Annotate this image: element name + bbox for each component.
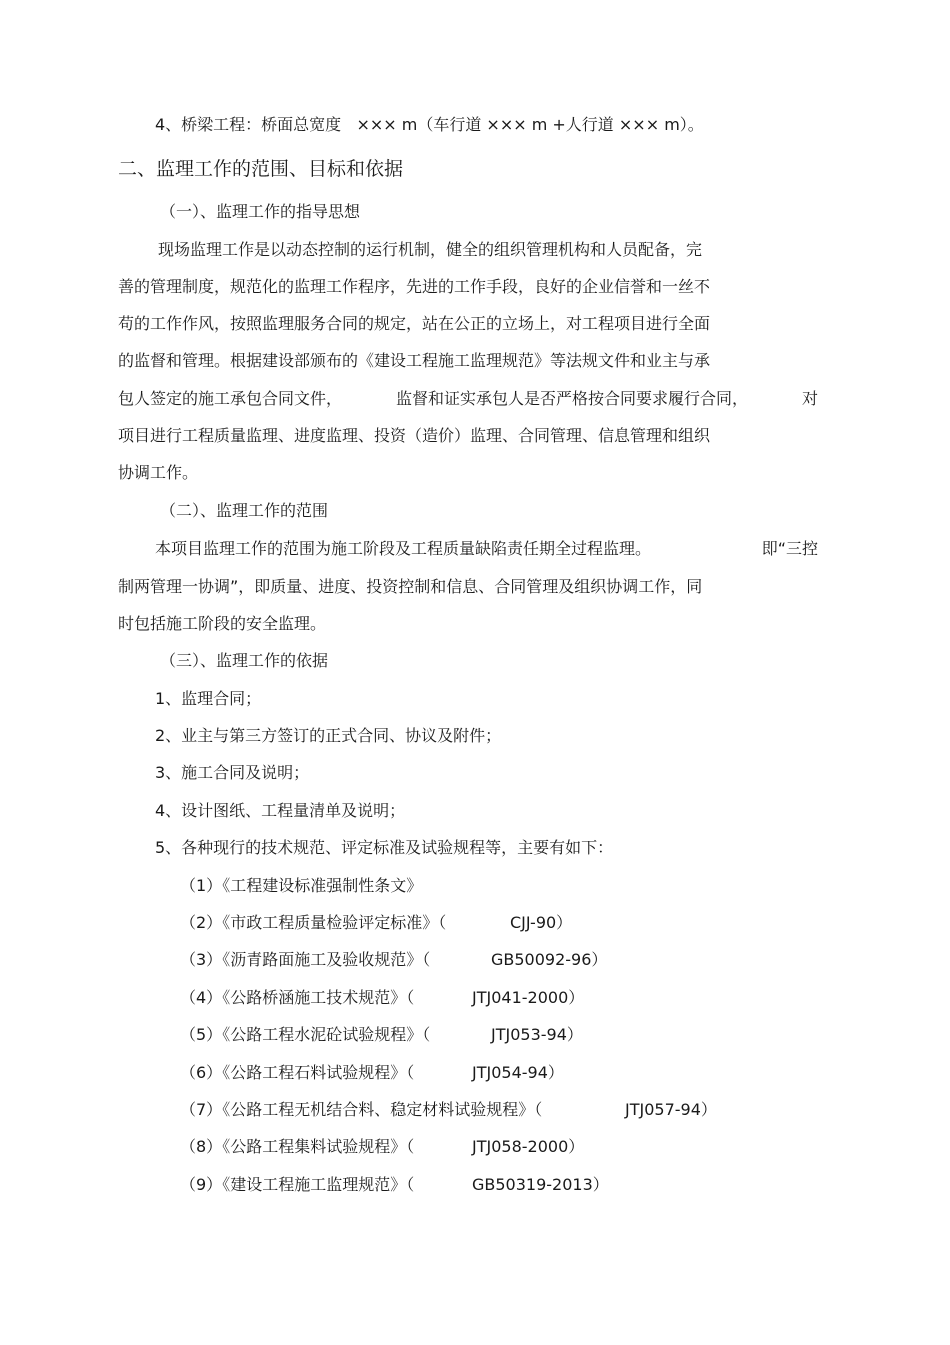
guiding-line-3: 苟的工作作风，按照监理服务合同的规定，站在公正的立场上，对工程项目进行全面 — [118, 314, 711, 333]
standard-4 — [180, 988, 585, 1008]
standard-1 — [180, 876, 422, 896]
basis-item-1: 1、监理合同； — [155, 689, 262, 708]
standard-8-title: 《公路工程集料试验规程》（ — [222, 1137, 415, 1156]
standard-2-num: （2） — [180, 913, 223, 932]
standard-3 — [180, 950, 608, 970]
standard-7-num: （7） — [180, 1100, 223, 1119]
guiding-line-2: 善的管理制度，规范化的监理工作程序，先进的工作手段，良好的企业信誉和一丝不 — [118, 277, 711, 296]
section-title: 二、监理工作的范围、目标和依据 — [118, 158, 404, 180]
bridge-line: 4、桥梁工程：桥面总宽度 ××× m（车行道 ××× m +人行道 ××× m）。 — [155, 115, 704, 134]
standard-4-title: 《公路桥涵施工技术规范》（ — [222, 988, 415, 1007]
basis-item-2: 2、业主与第三方签订的正式合同、协议及附件； — [155, 726, 502, 745]
guiding-heading: （一）、监理工作的指导思想 — [160, 202, 361, 221]
scope-heading: （二）、监理工作的范围 — [160, 501, 329, 520]
guiding-line-1: 现场监理工作是以动态控制的运行机制，健全的组织管理机构和人员配备，完 — [158, 240, 703, 259]
scope-line-1-part-2: 即“三控 — [761, 539, 818, 558]
standard-8-num: （8） — [180, 1137, 223, 1156]
standard-3-num: （3） — [180, 950, 223, 969]
basis-heading: （三）、监理工作的依据 — [160, 651, 329, 670]
standard-2 — [180, 913, 573, 933]
standard-5-code: JTJ053-94） — [491, 1025, 583, 1044]
standard-1-title: 《工程建设标准强制性条文》 — [222, 876, 423, 895]
guiding-line-7: 协调工作。 — [118, 463, 199, 482]
standard-2-title: 《市政工程质量检验评定标准》（ — [222, 913, 447, 932]
basis-item-4: 4、设计图纸、工程量清单及说明； — [155, 801, 406, 820]
standard-6-title: 《公路工程石料试验规程》（ — [222, 1063, 415, 1082]
standard-7-code: JTJ057-94） — [625, 1100, 717, 1119]
standard-3-title: 《沥青路面施工及验收规范》（ — [222, 950, 431, 969]
standard-9-code: GB50319-2013） — [472, 1175, 609, 1194]
guiding-line-5-part-2: 监督和证实承包人是否严格按合同要求履行合同， — [395, 389, 748, 408]
standard-5 — [180, 1025, 583, 1045]
standard-7-title: 《公路工程无机结合料、稳定材料试验规程》（ — [222, 1100, 543, 1119]
guiding-line-4: 的监督和管理。根据建设部颁布的《建设工程施工监理规范》等法规文件和业主与承 — [118, 351, 711, 370]
guiding-line-5 — [118, 389, 818, 409]
guiding-line-5-part-1: 包人签定的施工承包合同文件， — [118, 389, 343, 408]
guiding-line-5-part-3: 对 — [801, 389, 818, 408]
scope-line-1 — [155, 539, 818, 559]
standard-4-num: （4） — [180, 988, 223, 1007]
basis-item-3: 3、施工合同及说明； — [155, 763, 310, 782]
standard-4-code: JTJ041-2000） — [472, 988, 585, 1007]
scope-line-3: 时包括施工阶段的安全监理。 — [118, 614, 327, 633]
standard-9 — [180, 1175, 609, 1195]
standard-6-code: JTJ054-94） — [472, 1063, 564, 1082]
standard-5-num: （5） — [180, 1025, 223, 1044]
standard-5-title: 《公路工程水泥砼试验规程》（ — [222, 1025, 431, 1044]
standard-8 — [180, 1137, 585, 1157]
scope-line-2: 制两管理一协调”，即质量、进度、投资控制和信息、合同管理及组织协调工作，同 — [118, 577, 703, 596]
basis-item-5: 5、各种现行的技术规范、评定标准及试验规程等，主要有如下： — [155, 838, 614, 857]
standard-8-code: JTJ058-2000） — [472, 1137, 585, 1156]
standard-6 — [180, 1063, 564, 1083]
standard-1-num: （1） — [180, 876, 223, 895]
standard-6-num: （6） — [180, 1063, 223, 1082]
standard-9-title: 《建设工程施工监理规范》（ — [222, 1175, 415, 1194]
scope-line-1-part-1: 本项目监理工作的范围为施工阶段及工程质量缺陷责任期全过程监理。 — [155, 539, 652, 558]
standard-3-code: GB50092-96） — [491, 950, 608, 969]
guiding-line-6: 项目进行工程质量监理、进度监理、投资（造价）监理、合同管理、信息管理和组织 — [118, 426, 711, 445]
standard-2-code: CJJ-90） — [510, 913, 573, 932]
standard-9-num: （9） — [180, 1175, 223, 1194]
standard-7 — [180, 1100, 717, 1120]
